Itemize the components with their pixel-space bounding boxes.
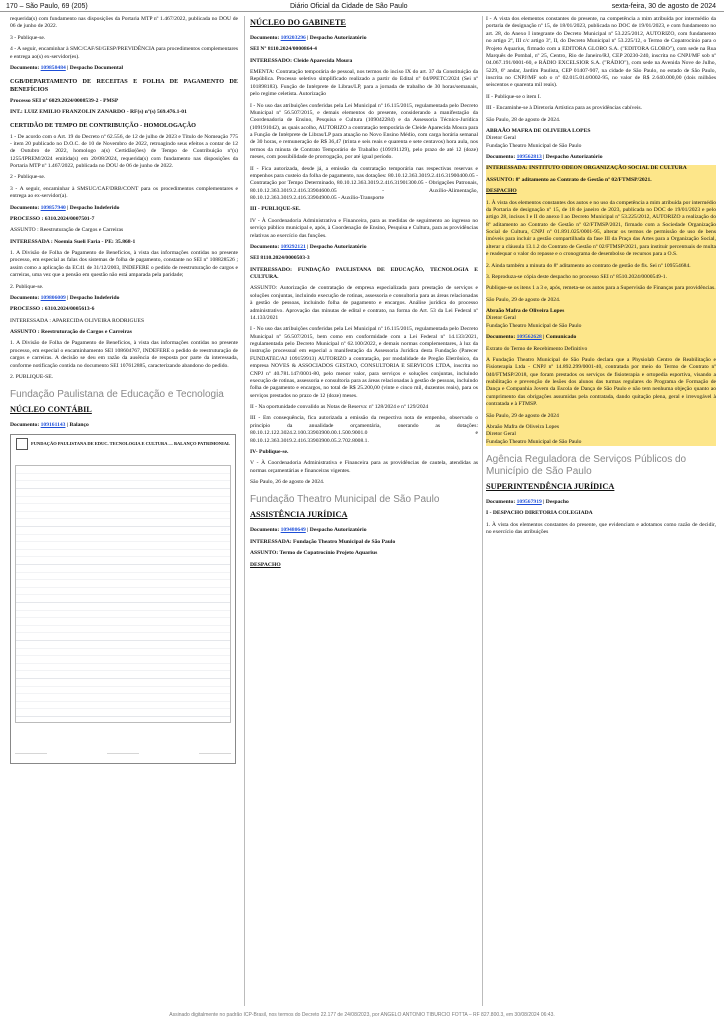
signer-org: Fundação Theatro Municipal de São Paulo <box>486 438 582 445</box>
signer-name: ABRAÃO MAFRA DE OLIVEIRA LOPES <box>486 127 591 134</box>
despacho-heading: DESPACHO <box>250 561 281 568</box>
paragraph: Publique-se os itens 1 a 3 e, após, remeta-se os autos para a Supervisão de Finanças para providências. <box>486 285 716 292</box>
document-link[interactable]: 109806009 <box>40 294 66 301</box>
paragraph: 1 - De acordo com o Art. 19 do Decreto nº 62.556, de 12 de julho de 2023 e Título de Nomeação 775 - item 20 publicado no D.O.C. de 10 de Novembro de 2022, retroagindo seus efeitos a contar de 12 de Outubro de 2022, homologo a(s) Certidão(ões) de Tempo de Contribuição nº(s) 1255/IPREM/2024 emitida(s) em 20/08/2024, requerida(s) com fundamento nas disposições da Portaria MTP nº 1.467/2022, publicada no DOU de 06 de junho de 2022. <box>10 133 238 170</box>
paragraph: I - À vista dos elementos constantes do presente, na competência a mim atribuída por intermédio da portaria de designação nº 15, de 18/01/2023, publicada no DOC de 19/01/2023, e com fundamento no art. 28, do Anexo I integrante do Decreto Municipal nº 53.225/2012, AUTORIZO, com fundamento no artigo 2º, III c/c artigo 3º, II, do Decreto Municipal nº 53.225/12, o Termo de Copatrocínio para o Projeto Aquarius, firmado com a EDITORA GLOBO S.A. ("EDITORA GLOBO"), com sede na Rua Marquês de Pombal, nº 25, Centro, Rio de Janeiro/RJ, CEP 20230-240, inscrita no CNPJ/MF sob nº 04.067.191/0001-60, e RÁDIO EXCELSIOR S.A. ("RÁDIO"), com sede na Avenida Nove de Julho, 5229, 6º andar, Jardim Paulista, CEP 01407-907, na cidade de São Paulo, no estado de São Paulo, inscrita no CNPJ/MF sob o nº 02.015.014/0002-95, no valor de R$ 2.640.000,00 (dois milhões seiscentos e quarenta mil reais). <box>486 16 716 89</box>
paragraph: requerida(s) com fundamento nas disposições da Portaria MTP nº 1.467/2022, publicada no DOU de 06 de junho de 2022. <box>10 16 238 30</box>
paragraph: I - No uso das atribuições conferidas pela Lei Municipal nº 16.115/2015, regulamentada pelo Decreto Municipal nº 56.507/2015, e demais elementos do presente, considerando a manifestação da Coordenadoria de Ensino, Pesquisa e Cultura (109042284) e da Assessoria Técnico-Jurídica (109191042), as quais acolho, AUTORIZO a contratação temporária de Cleide Aparecida Moura para a Função de Intérprete de Libras/LP para atuação no Novo Ensino Médio, com carga horária semanal de 30 horas, e remuneração de R$ 36,47 (trinta e seis reais e quarenta e sete centavos) hora aula, nos termos da minuta de Contrato Temporário de Trabalho (109191129), pelo prazo de até 12 (doze) meses, com possibilidade de prorrogação, por até igual período. <box>250 102 478 161</box>
date: São Paulo, 26 de agosto de 2024. <box>250 479 325 486</box>
process-number: PROCESSO : 6310.2024/0005613-6 <box>10 306 95 313</box>
document-reference: Documento: 109161143 | Balanço <box>10 422 89 429</box>
paragraph: III - PUBLIQUE-SE. <box>250 206 301 213</box>
paragraph: 1. A Divisão de Folha de Pagamento de Benefícios, à vista das informações contidas no presente processo, em especial o encaminhamento SEI 108604767, INDEFERE o pedido de reestruturação de cargos e carreiras. A decisão se deu em razão da ausência de resposta por parte da interessada, conforme notificação contida no documento SEI 107612885, caracterizando abandono do pedido. <box>10 340 238 369</box>
document-link[interactable]: 109161143 <box>40 422 66 429</box>
document-reference: Documento: 109857940 | Despacho Indeferido <box>10 204 120 211</box>
paragraph: I - No uso das atribuições conferidas pela Lei Municipal nº 16.115/2015, regulamentada pelo Decreto Municipal nº 56.507/2015, bem como em conformidade com a Lei Federal nº 14.133/2021, regulamentada pelo Decreto Municipal nº 62.100/2022, e demais normas complementares, à luz da instrução processual em especial a manifestação da Assessoria Jurídica desta Fundação (Parecer FUNDATEC/AJ 109159913) AUTORIZO a contratação, por modalidade de Pregão Eletrônico, da empresa NOVES & ASSOCIADOS GESTAO, CONSULTORIA E SERVICOS LTDA, inscrita no CNPJ nº 40.781.147/0001-80, pelo menor valor, para serviços e soluções conjuntas, incluindo execução de rotinas, assessoria e consultoria para as áreas relacionadas à gestão de pessoas, incluindo folha de pagamento e encargos, no total de R$ 25.200,00 (vinte e cinco mil, duzentos reais), para os serviços prestados no prazo de 12 (doze) meses. <box>250 326 478 399</box>
organization-heading: Fundação Paulistana de Educação e Tecnologia <box>10 389 224 401</box>
section-heading: CERTIDÃO DE TEMPO DE CONTRIBUIÇÃO - HOMOLOGAÇÃO <box>10 122 196 130</box>
paragraph: II - Fica autorizada, desde já, a emissão da contratação temporária nas respectivas reservas e empenhos para custeio da folha de pagamento, nas dotações: 80.10.12.363.3019.2.416.31900400.05 - Contratação por Tempo Determinado, 80.10.12.363.3019.2.416.31901300.05 - Obrigações Patronais, 80.10.12.363.3019.2.416.33904600.05 - Auxílio-Alimentação, 80.10.12.363.3019.2.416.33904900.05 - Auxílio-Transporte <box>250 165 478 202</box>
paragraph: 2. Ainda também a minuta do 8º aditamento ao contrato de gestão de fls. Sei nº 109554684. <box>486 262 691 269</box>
organization-heading: Agência Reguladora de Serviços Públicos do Município de São Paulo <box>486 454 687 477</box>
paragraph: 1. À vista dos elementos constantes do presente, que evidenciam e adotamos como razão de decidir, no exercício das atribuições <box>486 521 716 536</box>
seal-icon <box>16 438 28 450</box>
document-link[interactable]: 109292121 <box>280 243 306 250</box>
document-link[interactable]: 109858484 <box>40 64 66 71</box>
paragraph: 3 - Publique-se. <box>10 34 46 41</box>
date: São Paulo, 29 de agosto de 2024 <box>486 412 559 419</box>
subject: ASSUNTO : Reestruturação de Cargos e Carreiras <box>10 329 132 336</box>
paragraph: A Fundação Theatro Municipal de São Paulo declara que a Physiolab Centro de Reabilitação e Fisioterapia Ltda - CNPJ nº 14.892.299/0001-40, contratada por meio do Termo de Contrato nº 040/FTMSP/2018, que foram prestados os serviços de fisioterapia e ortopedia esportiva, visando a reabilitação e prevenção de lesões dos alunos das turmas regulares do Programa de Formação de Dança e Companhia Jovem da Escola de Dança de São Paulo e não tem nenhuma objeção quanto ao cumprimento das obrigações assumidas pela contratada, dando quitação plena, geral e irrevogável à contratada e à FTMSP. <box>486 356 716 408</box>
document-link[interactable]: 109857940 <box>40 204 66 211</box>
paragraph: II - Publique-se o item I. <box>486 93 541 100</box>
page-issue: 170 – São Paulo, 69 (205) <box>6 3 88 10</box>
paragraph: II - Na oportunidade convalido as Notas de Reserva: nº 128/2024 e nº 129/2024 <box>250 404 429 411</box>
document-reference: Documento: 109806009 | Despacho Indeferido <box>10 294 120 301</box>
table-rows <box>15 465 231 723</box>
signature-line: ________________ <box>199 749 231 755</box>
process-number: SEI Nº 8110.2024/0000864-4 <box>250 46 317 53</box>
column-3 <box>486 16 716 1010</box>
signature-line: ________________ <box>15 749 47 755</box>
document-link[interactable]: 109562628 <box>516 334 542 341</box>
section-title: NÚCLEO CONTÁBIL <box>10 405 92 415</box>
column-divider <box>244 16 245 1006</box>
paragraph: V - À Coordenadoria Administrativa e Financeira para as providências de cautela, atendidas as normas orçamentárias e financeiras vigentes. <box>250 460 478 474</box>
page-header <box>0 0 724 12</box>
publication-title: Diário Oficial da Cidade de São Paulo <box>290 3 408 10</box>
paragraph: III - Encaminhe-se à Diretoria Artística para as providências cabíveis. <box>486 105 642 112</box>
page-footer: Assinado digitalmente no padrão ICP-Brasil, nos termos do Decreto 22.177 de 24/08/2023, por ANGELO ANTONIO TIBURCIO FOTTA – RF 827.800.3, em 30/08/2024 06:43. <box>169 1012 555 1018</box>
paragraph: III - Em consequência, fica autorizada a emissão da respectiva nota de empenho, observado o princípio da anualidade orçamentária, onerando as dotações: 80.10.12.122.3024.2.100.33903900.00.1.500.9001.0 e 80.10.12.363.3019.2.416.33903900.05.2.702.8008.1. <box>250 415 478 444</box>
subject: ASSUNTO : Reestruturação de Cargos e Carreiras <box>10 227 124 234</box>
document-reference: Documento: 109203296 | Despacho Autorizatório <box>250 34 367 41</box>
document-link[interactable]: 109480649 <box>280 527 306 534</box>
paragraph: 3. Reproduza-se cópia deste despacho no processo SEI nº 8510.2024/0000549-1. <box>486 273 668 280</box>
document-reference: Documento: 109292121 | Despacho Autorizatório <box>250 243 367 250</box>
paragraph: 1. À vista dos elementos constantes dos autos e no uso da competência a mim atribuída por intermédio da Portaria de designação nº 15, de 18 de janeiro de 2023, publicada no DOC de 19/01/2023 e pelo artigo 28, incisos I e II do anexo I ao Decreto Municipal nº 53.225/2012, AUTORIZO a realização do 8º aditamento ao Contrato de Gestão nº 02/FTMSP/2021, firmado com a Sociedade Organização Social de Cultura, CNPJ nº 01.891.025/0001-95, alterar os termos de permissão de uso de bens imóveis para incluir a gestão compartilhada da fase III da Praça das Artes para a Organização Social, alterar a cláusula 13.1.2 do Contrato de Gestão nº 02/FTMSP/2021, para instituir percentuais de multa e readequar o valor do repasse e o cronograma de desembolso de recursos para a O.S. <box>486 199 716 258</box>
section-heading: CGB/DEPARTAMENTO DE RECEITAS E FOLHA DE PAGAMENTO DE BENEFÍCIOS <box>10 78 238 94</box>
column-divider <box>482 16 483 1006</box>
interested-party: INTERESSADA : Noemia Sueli Faria - PE: 35.868-1 <box>10 238 136 245</box>
interested-party: INTERESSADO: FUNDAÇÃO PAULISTANA DE EDUCAÇÃO, TECNOLOGIA E CULTURA. <box>250 266 478 281</box>
paragraph: 3 - A seguir, encaminhar à SMSUC/CAF/DRB/CONT para os procedimentos complementares e entrega ao ex-servidor(a). <box>10 185 238 200</box>
signer-role: Diretor Geral <box>486 431 516 438</box>
subject: ASSUNTO: Autorização de contratação de empresa especializada para prestação de serviços e soluções conjuntas, incluindo execução de rotinas, assessoria e consultoria para as áreas relacionadas à gestão de pessoas, incluindo folha de pagamento e encargos. Análise jurídica do processo administrativo. Aprovação das minutas de edital e contrato, na forma do Art. 53 da Lei Federal nº 14.133/2021 <box>250 285 478 321</box>
document-reference: Documento: 109567919 | Despacho <box>486 498 569 505</box>
interested-party: INTERESSADA: INSTITUTO ODEON ORGANIZAÇÃO SOCIAL DE CULTURA <box>486 165 687 172</box>
signer-role: Diretor Geral <box>486 135 516 142</box>
column-1 <box>10 16 238 1010</box>
paragraph: IV- Publique-se. <box>250 448 289 455</box>
signer-name: Abraão Mafra de Oliveira Lopes <box>486 423 559 430</box>
interested-party: INTERESSADO: Cleide Aparecida Moura <box>250 57 353 64</box>
document-link[interactable]: 109567919 <box>516 498 542 505</box>
paragraph: 2. Publique-se. <box>10 283 44 290</box>
subject: ASSUNTO: Termo de Copatrocínio Projeto Aquarius <box>250 550 378 557</box>
ementa: EMENTA: Contratação temporária de pessoal, nos termos do inciso IX do art. 37 da Constituição da República. Processo seletivo simplificado realizado a partir do Edital nº 04/PPETC/2024 (Sei nº 101898183). Função de Intérprete de Libras/LP, para a jornada de trabalho de 30 horas/semanais, pelo regime celetista. Autorização <box>250 69 478 98</box>
process-number: SEI 8110.2024/0000503-3 <box>250 255 310 262</box>
paragraph: IV - À Coordenadoria Administrativa e Financeira, para as medidas de seguimento ao ingresso no serviço público municipal e, após, à Coordenação de Ensino, Pesquisa e Cultura, para as providências relativas ao exercício das funções. <box>250 217 478 239</box>
signer-org: Fundação Theatro Municipal de São Paulo <box>486 142 582 149</box>
column-2 <box>250 16 478 1010</box>
signer-role: Diretor Geral <box>486 315 516 322</box>
interested-party: INTERESSADA : APARECIDA OLIVEIRA RODRIGUES <box>10 317 145 324</box>
section-title: SUPERINTENDÊNCIA JURÍDICA <box>486 482 615 491</box>
paragraph: 4 - A seguir, encaminhar à SMC/CAF/SI/GESP/PREVIDÊNCIA para procedimentos complementares e entrega ao(s) ex-servidor(es). <box>10 46 238 60</box>
process-number: Processo SEI nº 6029.2024/0008539-2 - PMSP <box>10 97 119 104</box>
table-header: FUNDAÇÃO PAULISTANA DE EDUC. TECNOLOGIA E CULTURA — BALANÇO PATRIMONIAL <box>11 435 235 450</box>
balance-sheet-table <box>10 434 236 764</box>
table-signatures <box>15 749 231 754</box>
section-title: NÚCLEO DO GABINETE <box>250 18 346 27</box>
paragraph: 1. A Divisão de Folha de Pagamento de Benefícios, à vista das informações contidas no presente processo, em especial as falas dos sistemas de folha de pagamento, constante no SEI nº 108828526 ; assim como a aplicação da EC41 de 31/12/2003, INDEFERE o pedido de reestruturação de cargos e carreiras, uma vez que a pensão em questão não está amparada pela paridade; <box>10 250 238 279</box>
section-title: ASSISTÊNCIA JURÍDICA <box>250 510 348 520</box>
signer-org: Fundação Theatro Municipal de São Paulo <box>486 322 582 329</box>
extrato-title: Extrato do Termo de Recebimento Definitivo <box>486 345 588 352</box>
organization-heading: Fundação Theatro Municipal de São Paulo <box>250 494 440 506</box>
document-reference: Documento: 109562813 | Despacho Autorizatório <box>486 154 603 160</box>
interested-party: INT.: LUIZ EMILIO FRANZOLIN ZANARDO - RF(s) nº(s) 569.476.1-01 <box>10 109 187 115</box>
document-reference: Documento: 109480649 | Despacho Autorizatório <box>250 527 367 534</box>
date: São Paulo, 29 de agosto de 2024. <box>486 296 561 303</box>
publication-date: sexta-feira, 30 de agosto de 2024 <box>611 3 716 10</box>
section-heading: I - DESPACHO DIRETORIA COLEGIADA <box>486 510 593 517</box>
subject: ASSUNTO: 8º aditamento ao Contrato de Gestão nº 02/FTMSP/2021. <box>486 176 652 183</box>
document-link[interactable]: 109203296 <box>280 34 306 41</box>
document-link[interactable]: 109562813 <box>516 154 542 160</box>
despacho-heading: DESPACHO <box>486 188 517 195</box>
signer-name: Abraão Mafra de Oliveira Lopes <box>486 308 565 314</box>
date: São Paulo, 28 de agosto de 2024. <box>486 116 561 123</box>
interested-party: INTERESSADA: Fundação Theatro Municipal de São Paulo <box>250 538 396 545</box>
document-reference: Documento: 109858484 | Despacho Documental <box>10 64 124 71</box>
paragraph: 2 - Publique-se. <box>10 174 46 181</box>
signature-line: ________________ <box>107 749 139 755</box>
paragraph: 2. PUBLIQUE-SE. <box>10 373 54 380</box>
document-reference: Documento: 109562628 | Comunicado <box>486 334 577 341</box>
process-number: PROCESSO : 6310.2024/0007501-7 <box>10 215 95 222</box>
